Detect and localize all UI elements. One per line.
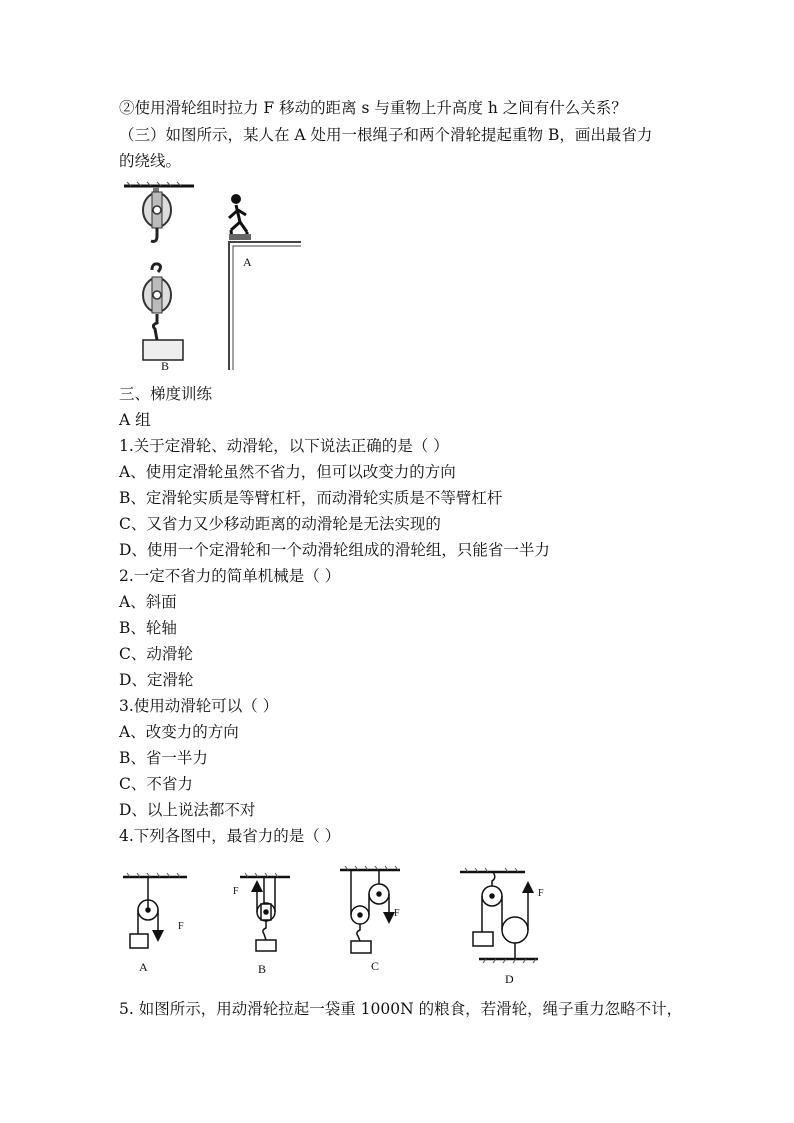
q3-option-a: A、改变力的方向 [119,723,239,741]
option-b-label: B [258,962,267,976]
q2-stem: 2.一定不省力的简单机械是（ ） [119,567,341,585]
q2-option-b: B、轮轴 [119,619,177,637]
option-a-force-label: F [178,921,184,932]
part3-line2: 的绕线。 [119,152,182,170]
q1-option-d: D、使用一个定滑轮和一个动滑轮组成的滑轮组，只能省一半力 [119,541,550,559]
section-title: 三、梯度训练 [119,385,213,403]
q3-option-c: C、不省力 [119,775,193,793]
q3-stem: 3.使用动滑轮可以（ ） [119,697,279,715]
pulley-setup-figure [119,180,304,375]
q3-option-d: D、以上说法都不对 [119,801,256,819]
q1-stem: 1.关于定滑轮、动滑轮，以下说法正确的是（ ） [119,437,449,455]
option-d-label: D [505,972,514,986]
q1-option-b: B、定滑轮实质是等臂杠杆，而动滑轮实质是不等臂杠杆 [119,489,503,507]
q4-stem: 4.下列各图中，最省力的是（ ） [119,827,341,845]
question-2-text: ②使用滑轮组时拉力 F 移动的距离 s 与重物上升高度 h 之间有什么关系？ [119,99,627,117]
option-c-pulley [340,870,400,953]
label-b: B [161,359,170,373]
weight-b [143,340,183,360]
option-c-label: C [371,959,380,973]
q2-option-c: C、动滑轮 [119,645,193,663]
label-a: A [243,255,252,269]
question-5-text: 5. 如图所示，用动滑轮拉起一袋重 1000N 的粮食，若滑轮，绳子重力忽略不计， [119,1000,683,1018]
group-label: A 组 [119,411,151,429]
option-d-force-label: F [538,888,544,899]
q3-option-b: B、省一半力 [119,749,208,767]
movable-pulley-hook [153,314,157,340]
q1-option-a: A、使用定滑轮虽然不省力，但可以改变力的方向 [119,463,456,481]
option-d-pulley [460,872,538,959]
fixed-pulley-hook [151,228,157,241]
option-c-force-label: F [394,908,400,919]
movable-pulley-top-hook [152,264,161,272]
q1-option-c: C、又省力又少移动距离的动滑轮是无法实现的 [119,515,441,533]
q2-option-a: A、斜面 [119,593,177,611]
option-a-label: A [139,960,148,974]
part3-line1: （三）如图所示，某人在 A 处用一根绳子和两个滑轮提起重物 B，画出最省力 [119,126,653,144]
option-b-force-label: F [233,886,239,897]
wall-ledge [229,242,301,370]
person-figure [229,194,251,240]
option-a-pulley [123,877,187,948]
option-b-pulley [240,877,290,951]
q2-option-d: D、定滑轮 [119,671,194,689]
